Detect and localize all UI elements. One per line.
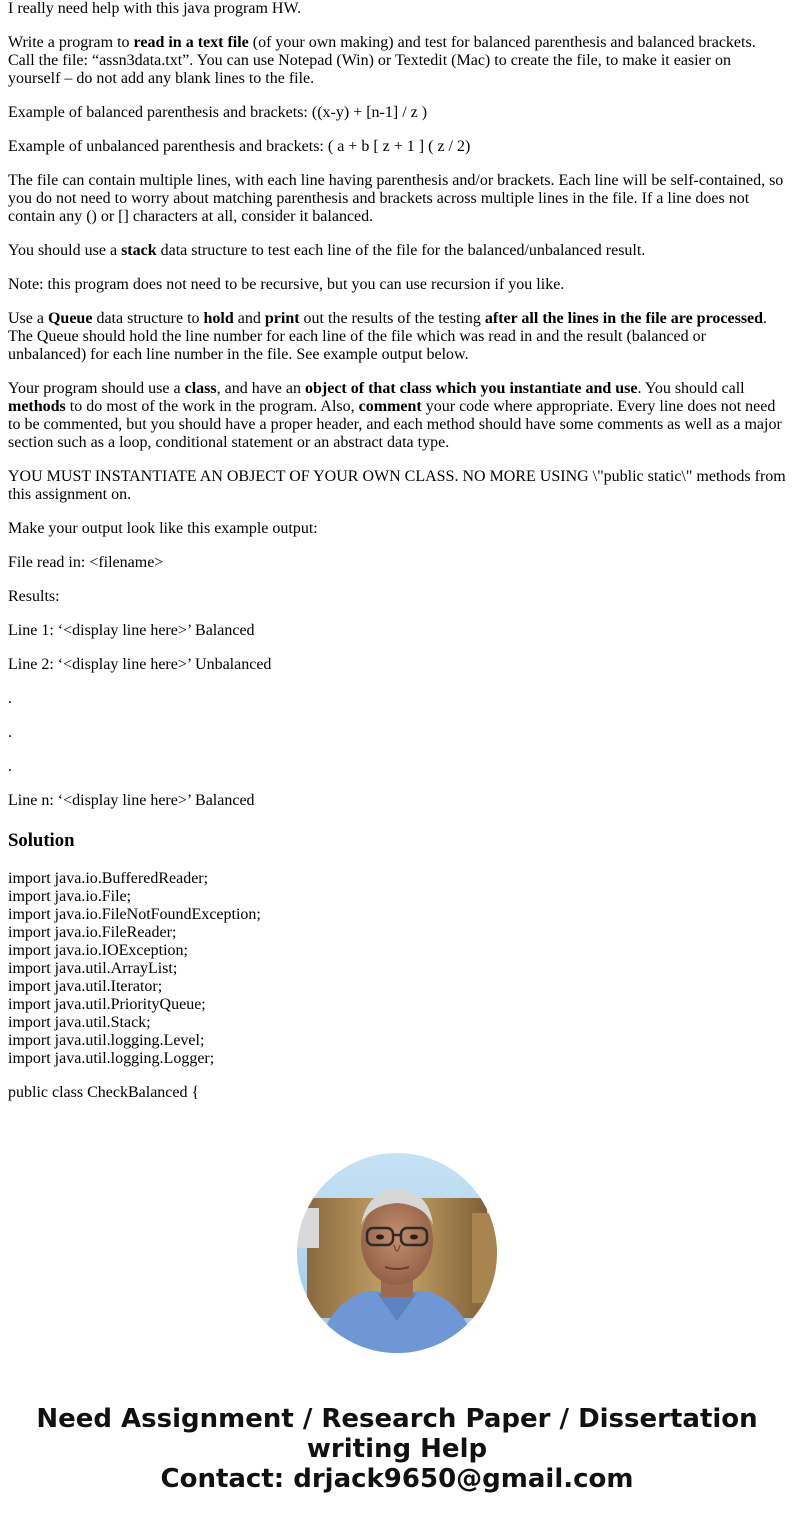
import-line: import java.io.IOException; <box>8 942 188 959</box>
output-ellipsis-dot: . <box>8 758 12 775</box>
output-file-line: File read in: <filename> <box>8 554 164 571</box>
import-line: import java.util.logging.Level; <box>8 1032 205 1049</box>
output-line-2: Line 2: ‘<display line here>’ Unbalanced <box>8 656 272 673</box>
paragraph-read-file: Write a program to read in a text file (of your own making) and test for balanced parenthesis and balanced brackets. Call the file: “assn3data.txt”. You can use Notepad (Win) or Textedit (Mac) to create the file, to make it easier on yourself – do not add any blank lines to the file. <box>8 34 756 87</box>
output-line-1: Line 1: ‘<display line here>’ Balanced <box>8 622 255 639</box>
paragraph-multiline: The file can contain multiple lines, with each line having parenthesis and/or brackets. Each line will be self-contained, so you do not need to worry about matching parenthesis and brackets across multiple lines in the file. If a line does not contain any () or [] characters at all, consider it balanced. <box>8 172 784 225</box>
import-line: import java.util.Iterator; <box>8 978 163 995</box>
author-avatar <box>297 1153 497 1353</box>
paragraph-stack: You should use a stack data structure to test each line of the file for the balanced/unbalanced result. <box>8 242 646 259</box>
avatar-portrait-image <box>297 1153 497 1353</box>
import-line: import java.io.FileNotFoundException; <box>8 906 261 923</box>
footer-contact: Contact: drjack9650@gmail.com <box>160 1464 634 1494</box>
footer-banner <box>0 1404 794 1494</box>
solution-heading: Solution <box>8 830 75 851</box>
class-declaration: public class CheckBalanced { <box>8 1084 200 1101</box>
import-line: import java.util.ArrayList; <box>8 960 178 977</box>
intro-paragraph: I really need help with this java program HW. <box>8 0 302 17</box>
imports-block <box>8 870 786 1068</box>
paragraph-note: Note: this program does not need to be recursive, but you can use recursion if you like. <box>8 276 565 293</box>
paragraph-make-output: Make your output look like this example output: <box>8 520 318 537</box>
import-line: import java.io.BufferedReader; <box>8 870 209 887</box>
import-line: import java.util.logging.Logger; <box>8 1050 215 1067</box>
import-line: import java.util.PriorityQueue; <box>8 996 206 1013</box>
example-unbalanced: Example of unbalanced parenthesis and brackets: ( a + b [ z + 1 ] ( z / 2) <box>8 138 471 155</box>
paragraph-must-instantiate: YOU MUST INSTANTIATE AN OBJECT OF YOUR OWN CLASS. NO MORE USING \"public static\" methods from this assignment on. <box>8 468 786 503</box>
output-ellipsis-dot: . <box>8 690 12 707</box>
import-line: import java.io.File; <box>8 888 132 905</box>
output-line-n: Line n: ‘<display line here>’ Balanced <box>8 792 255 809</box>
footer-headline: Need Assignment / Research Paper / Dissertation writing Help <box>36 1404 758 1464</box>
paragraph-queue: Use a Queue data structure to hold and print out the results of the testing after all the lines in the file are processed. The Queue should hold the line number for each line of the file which was read in and the result (balanced or unbalanced) for each line number in the file. See example output below. <box>8 310 768 363</box>
output-results-label: Results: <box>8 588 60 605</box>
example-balanced: Example of balanced parenthesis and brackets: ((x-y) + [n-1] / z ) <box>8 104 428 121</box>
output-ellipsis-dot: . <box>8 724 12 741</box>
import-line: import java.util.Stack; <box>8 1014 151 1031</box>
paragraph-class: Your program should use a class, and have an object of that class which you instantiate and use. You should call methods to do most of the work in the program. Also, comment your code where appropriate. Every line does not need to be commented, but you should have a proper header, and each method should have some comments as well as a major section such as a loop, conditional statement or an abstract data type. <box>8 380 782 451</box>
import-line: import java.io.FileReader; <box>8 924 177 941</box>
